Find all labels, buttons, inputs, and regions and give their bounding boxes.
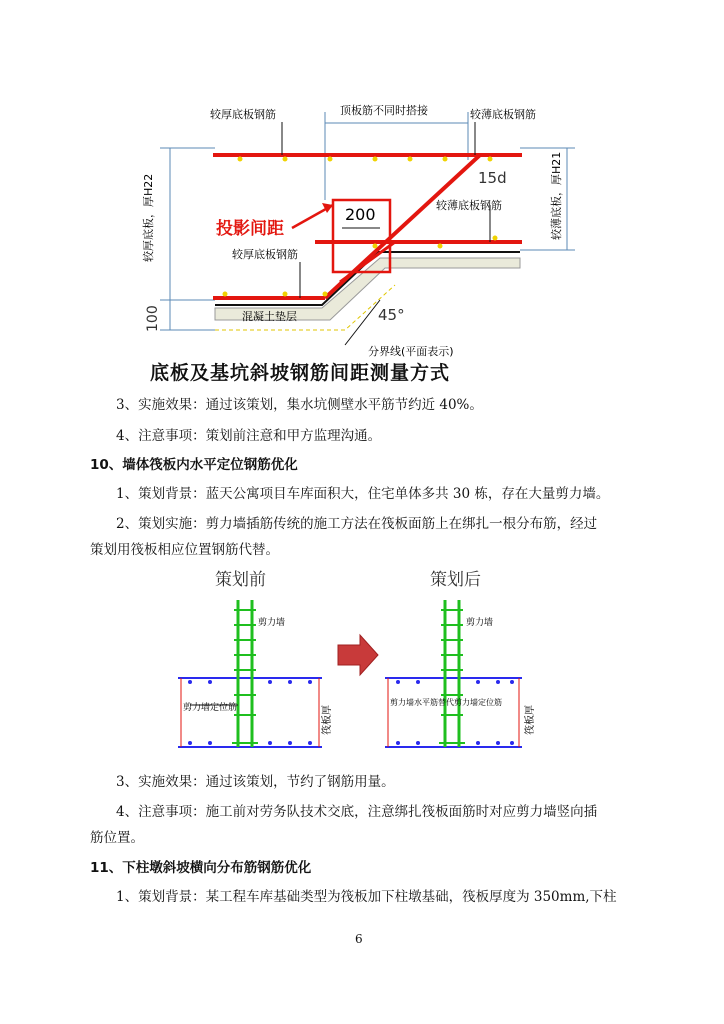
paragraph: 4、注意事项：策划前注意和甲方监理沟通。 [116, 428, 382, 444]
rebar-spacing-diagram [0, 0, 724, 360]
label-100: 100 [145, 305, 161, 332]
label-thick-vertical: 较厚底板，厚H22 [142, 173, 155, 262]
label-concrete: 混凝土垫层 [242, 310, 297, 323]
figure-caption: 底板及基坑斜坡钢筋间距测量方式 [150, 362, 451, 384]
label-200: 200 [345, 205, 376, 224]
label-thin-bottom-mid: 较薄底板钢筋 [436, 199, 502, 212]
paragraph: 筋位置。 [90, 830, 144, 846]
before-title: 策划前 [215, 570, 266, 590]
section-heading: 10、墙体筏板内水平定位钢筋优化 [90, 457, 298, 473]
label-top-rebar: 顶板筋不同时搭接 [340, 104, 428, 117]
label-boundary: 分界线(平面表示) [368, 345, 454, 358]
label-shear-wall-right: 剪力墙 [466, 618, 494, 628]
label-thin-vertical: 较薄底板，厚H21 [550, 151, 563, 240]
label-45: 45° [378, 306, 405, 324]
paragraph: 3、实施效果：通过该策划，集水坑侧壁水平筋节约近 40%。 [116, 397, 483, 413]
shear-wall-comparison-diagram [0, 565, 724, 765]
section-heading: 11、下柱墩斜坡横向分布筋钢筋优化 [90, 860, 312, 876]
page-number: 6 [355, 932, 363, 946]
label-thin-bottom-top: 较薄底板钢筋 [470, 108, 536, 121]
label-projection: 投影间距 [216, 219, 284, 239]
label-locate-left: 剪力墙定位筋 [183, 703, 238, 713]
after-title: 策划后 [430, 570, 481, 590]
paragraph: 3、实施效果：通过该策划，节约了钢筋用量。 [116, 774, 395, 790]
label-locate-right: 剪力墙水平筋替代剪力墙定位筋 [390, 698, 502, 707]
paragraph: 4、注意事项：施工前对劳务队技术交底，注意绑扎筏板面筋时对应剪力墙竖向插 [116, 804, 598, 820]
paragraph: 1、策划背景：某工程车库基础类型为筏板加下柱墩基础，筏板厚度为 350mm,下柱 [116, 889, 617, 905]
paragraph: 1、策划背景：蓝天公寓项目车库面积大，住宅单体多共 30 栋，存在大量剪力墙。 [116, 486, 610, 502]
label-15d: 15d [478, 169, 507, 187]
label-shear-wall-left: 剪力墙 [258, 618, 286, 628]
label-thick-bottom-mid: 较厚底板钢筋 [232, 248, 298, 261]
paragraph: 2、策划实施：剪力墙插筋传统的施工方法在筏板面筋上在绑扎一根分布筋，经过 [116, 516, 598, 532]
paragraph: 策划用筏板相应位置钢筋代替。 [90, 542, 279, 558]
label-thickness-right: 筏板厚 [525, 705, 536, 735]
label-thickness-left: 筏板厚 [322, 705, 333, 735]
label-thick-bottom-top: 较厚底板钢筋 [210, 108, 276, 121]
